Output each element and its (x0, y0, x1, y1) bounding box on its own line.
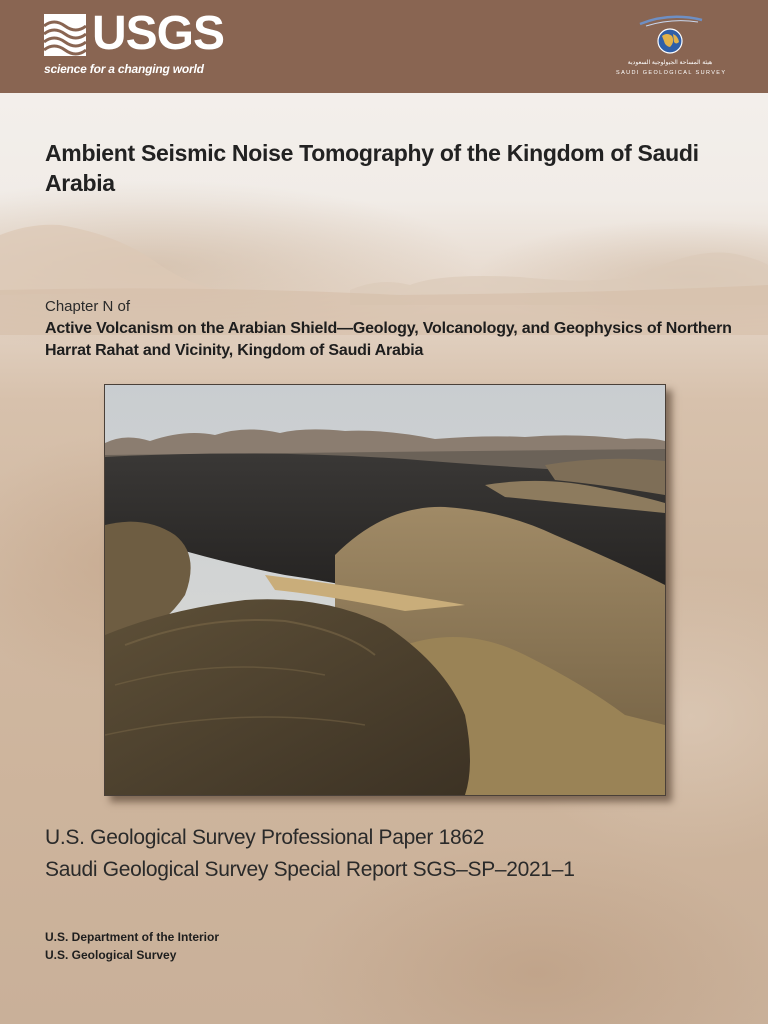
cover-header-band (0, 0, 768, 93)
cover-photograph (104, 384, 666, 796)
usgs-wordmark: USGS (92, 7, 225, 60)
special-report-number: Saudi Geological Survey Special Report SGS–SP–2021–1 (45, 858, 575, 881)
agency-info (45, 928, 219, 964)
department-name: U.S. Department of the Interior (45, 930, 220, 944)
usgs-tagline: science for a changing world (44, 62, 204, 76)
series-info (45, 822, 725, 886)
sgs-logo (612, 14, 727, 78)
sgs-globe-icon (612, 14, 724, 60)
survey-name: U.S. Geological Survey (45, 948, 177, 962)
volcanic-landscape-photo (105, 385, 665, 795)
background-mountains (0, 215, 768, 335)
professional-paper-number: U.S. Geological Survey Professional Paper 1862 (45, 826, 485, 849)
usgs-wave-icon (44, 14, 86, 56)
chapter-label: Chapter N of (45, 298, 131, 315)
sgs-arabic-name: هيئة المساحة الجيولوجية السعودية (627, 60, 713, 66)
volume-title: Active Volcanism on the Arabian Shield—Geology, Volcanology, and Geophysics of Northern Harrat Rahat and Vicinity, Kingdom of Saudi Arabia (45, 320, 732, 359)
sgs-english-name: SAUDI GEOLOGICAL SURVEY (616, 70, 727, 76)
cover-title: Ambient Seismic Noise Tomography of the Kingdom of Saudi Arabia (45, 140, 699, 196)
